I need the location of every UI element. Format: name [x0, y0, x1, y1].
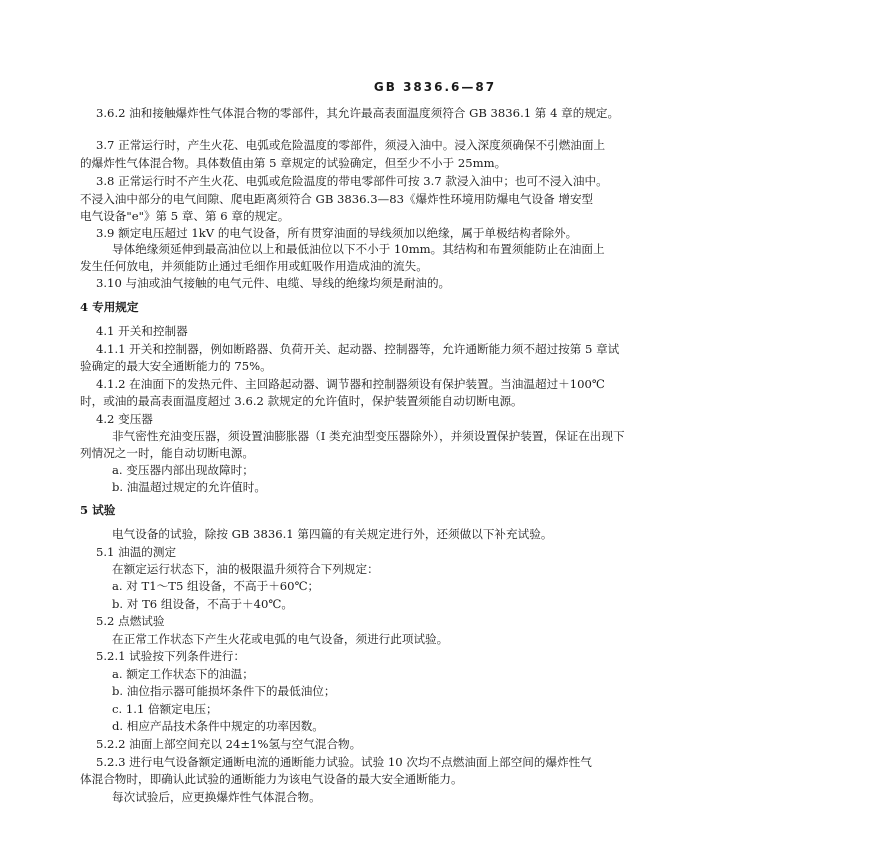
- section-4-heading: 4 专用规定: [80, 300, 139, 314]
- list-item-a: a. 变压器内部出现故障时；: [112, 463, 254, 477]
- list-item-d: d. 相应产品技术条件中规定的功率因数。: [112, 719, 324, 733]
- clause-3-9-para: 导体绝缘须延伸到最高油位以上和最低油位以下不小于 10mm。其结构和布置须能防止在油面上: [112, 242, 605, 256]
- clause-4-1-heading: 4.1 开关和控制器: [96, 324, 188, 338]
- list-item-a: a. 额定工作状态下的油温；: [112, 667, 254, 681]
- clause-5-2-3: 5.2.3 进行电气设备额定通断电流的通断能力试验。试验 10 次均不点燃油面上部空间的爆炸性气: [96, 755, 592, 769]
- clause-4-1-2-cont: 时，或油的最高表面温度超过 3.6.2 款规定的允许值时，保护装置须能自动切断电源。: [80, 394, 523, 408]
- clause-3-7-cont: 的爆炸性气体混合物。具体数值由第 5 章规定的试验确定，但至少不小于 25mm。: [80, 156, 507, 170]
- list-item-a: a. 对 T1～T5 组设备，不高于＋60℃；: [112, 579, 320, 593]
- clause-5-2-3-cont: 体混合物时，即确认此试验的通断能力为该电气设备的最大安全通断能力。: [80, 772, 463, 786]
- clause-3-8-cont-1: 不浸入油中部分的电气间隙、爬电距离须符合 GB 3836.3—83《爆炸性环境用防爆电气设备 增安型: [80, 192, 594, 206]
- clause-5-2-para: 在正常工作状态下产生火花或电弧的电气设备，须进行此项试验。: [112, 632, 449, 646]
- clause-5-2-1: 5.2.1 试验按下列条件进行：: [96, 649, 246, 663]
- clause-4-1-2: 4.1.2 在油面下的发热元件、主回路起动器、调节器和控制器须设有保护装置。当油温超过＋100℃: [96, 377, 605, 391]
- clause-5-2-2: 5.2.2 油面上部空间充以 24±1%氢与空气混合物。: [96, 737, 362, 751]
- clause-3-9: 3.9 额定电压超过 1kV 的电气设备，所有贯穿油面的导线须加以绝缘，属于单极结构者除外。: [96, 226, 578, 240]
- clause-4-1-1-cont: 验确定的最大安全通断能力的 75%。: [80, 359, 272, 373]
- clause-5-1-heading: 5.1 油温的测定: [96, 545, 177, 559]
- list-item-b: b. 油位指示器可能损坏条件下的最低油位；: [112, 684, 336, 698]
- clause-3-7: 3.7 正常运行时，产生火花、电弧或危险温度的零部件，须浸入油中。浸入深度须确保不引燃油面上: [96, 138, 606, 152]
- list-item-b: b. 对 T6 组设备，不高于＋40℃。: [112, 597, 293, 611]
- page-header: GB 3836.6—87: [373, 80, 497, 94]
- section-5-heading: 5 试验: [80, 503, 116, 517]
- clause-3-9-cont: 发生任何放电，并须能防止通过毛细作用或虹吸作用造成油的流失。: [80, 259, 428, 273]
- clause-4-2-heading: 4.2 变压器: [96, 412, 153, 426]
- clause-3-10: 3.10 与油或油气接触的电气元件、电缆、导线的绝缘均须是耐油的。: [96, 276, 451, 290]
- clause-5-2-3-note: 每次试验后，应更换爆炸性气体混合物。: [112, 790, 321, 804]
- list-item-b: b. 油温超过规定的允许值时。: [112, 480, 266, 494]
- clause-4-2-para: 非气密性充油变压器，须设置油膨胀器（I 类充油型变压器除外），并须设置保护装置，保证在出现下: [112, 429, 625, 443]
- clause-5-1-para: 在额定运行状态下，油的极限温升须符合下列规定：: [112, 562, 379, 576]
- clause-3-8: 3.8 正常运行时不产生火花、电弧或危险温度的带电零部件可按 3.7 款浸入油中；也可不浸入油中。: [96, 174, 608, 188]
- section-5-intro: 电气设备的试验，除按 GB 3836.1 第四篇的有关规定进行外，还须做以下补充试验。: [112, 527, 553, 541]
- clause-3-6-2: 3.6.2 油和接触爆炸性气体混合物的零部件，其允许最高表面温度须符合 GB 3836.1 第 4 章的规定。: [96, 106, 620, 120]
- clause-5-2-heading: 5.2 点燃试验: [96, 614, 165, 628]
- clause-4-1-1: 4.1.1 开关和控制器，例如断路器、负荷开关、起动器、控制器等，允许通断能力须不超过按第 5 章试: [96, 342, 620, 356]
- clause-4-2-cont: 列情况之一时，能自动切断电源。: [80, 446, 254, 460]
- list-item-c: c. 1.1 倍额定电压；: [112, 702, 218, 716]
- clause-3-8-cont-2: 电气设备"e"》第 5 章、第 6 章的规定。: [80, 209, 290, 223]
